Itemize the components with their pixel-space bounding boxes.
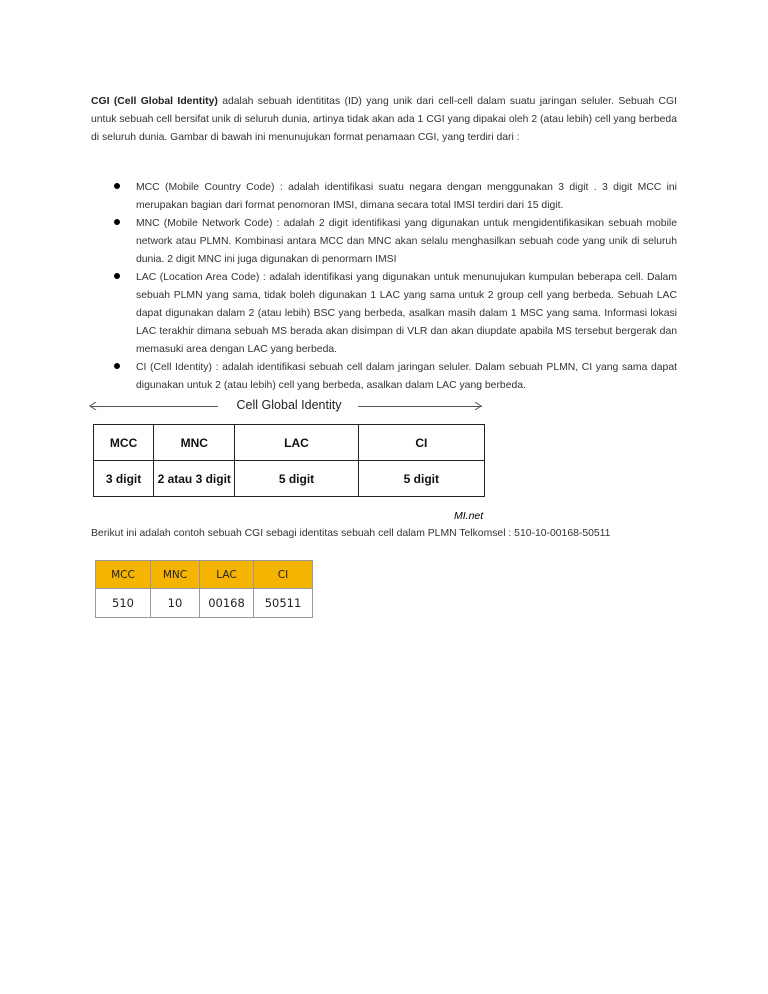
diagram-title: Cell Global Identity [236, 398, 342, 412]
table-cell: 2 atau 3 digit [154, 461, 235, 497]
list-item-lac [91, 269, 677, 359]
bullet-icon [114, 273, 120, 279]
intro-paragraph [91, 93, 677, 147]
table-cell: 3 digit [94, 461, 154, 497]
table-cell: 5 digit [235, 461, 358, 497]
table-cell: 10 [151, 589, 200, 618]
table-header-cell: LAC [235, 425, 358, 461]
table-header-cell: MCC [94, 425, 154, 461]
bullet-icon [114, 183, 120, 189]
list-item-text: MNC (Mobile Network Code) : adalah 2 digit identifikasi yang digunakan untuk mengidentifikasikan sebuah mobile network atau PLMN. Kombinasi antara MCC dan MNC akan selalu menghasilkan sebuah code yang unik di seluruh dunia. 2 digit MNC ini juga digunakan di penormarn IMSI [136, 218, 677, 265]
table-cell: 510 [96, 589, 151, 618]
arrow-line-left [90, 406, 218, 407]
table-cell: 50511 [254, 589, 313, 618]
list-item-text: LAC (Location Area Code) : adalah identifikasi yang digunakan untuk menunujukan kumpulan beberapa cell. Dalam sebuah PLMN yang sama, tidak boleh digunakan 1 LAC yang sama untuk 2 group cell yang berbeda. Sebuah LAC dapat digunakan dalam 2 (atau lebih) BSC yang berbeda, asalkan masih dalam 1 MSC yang sama. Informasi lokasi LAC terakhir dimana sebuah MS berada akan disimpan di VLR dan akan diupdate apabila MS tersebut bergerak dan memasuki area dengan LAC yang berbeda. [136, 272, 677, 355]
list-item-mcc [91, 179, 677, 215]
table-header-cell: MCC [96, 561, 151, 589]
table-header-cell: MNC [151, 561, 200, 589]
table-cell: 5 digit [358, 461, 484, 497]
list-item-text: MCC (Mobile Country Code) : adalah identifikasi suatu negara dengan menggunakan 3 digit . 3 digit MCC ini merupakan bagian dari format penomoran IMSI, dimana secara total IMSI terdiri dari 15 digit. [136, 182, 677, 211]
table-cell: 00168 [200, 589, 254, 618]
arrow-right-icon [474, 402, 482, 410]
example-paragraph: Berikut ini adalah contoh sebuah CGI sebagi identitas sebuah cell dalam PLMN Telkomsel : 510-10-00168-50511 [91, 528, 611, 539]
cgi-format-diagram [88, 396, 488, 524]
table-header-cell: CI [254, 561, 313, 589]
table-row [94, 425, 485, 461]
table-header-cell: MNC [154, 425, 235, 461]
list-item-text: CI (Cell Identity) : adalah identifikasi sebuah cell dalam jaringan seluler. Dalam sebuah PLMN, CI yang sama dapat digunakan untuk 2 (atau lebih) cell yang berbeda, asalkan dalam LAC yang berbeda. [136, 362, 677, 391]
table-row [96, 561, 313, 589]
table-header-cell: LAC [200, 561, 254, 589]
example-cgi-table [95, 560, 313, 618]
bullet-icon [114, 363, 120, 369]
intro-text: adalah sebuah identititas (ID) yang unik dari cell-cell dalam suatu jaringan seluler. Sebuah CGI untuk sebuah cell bersifat unik di seluruh dunia, artinya tidak akan ada 1 CGI yang dipakai oleh 2 (atau lebih) cell yang berbeda di seluruh dunia. Gambar di bawah ini menunujukan format penamaan CGI, yang terdiri dari : [91, 96, 677, 143]
image-source-label: MI.net [454, 510, 484, 522]
intro-term: CGI (Cell Global Identity) [91, 96, 218, 107]
cgi-format-table [93, 424, 485, 497]
table-row [94, 461, 485, 497]
list-item-ci [91, 359, 677, 395]
table-row [96, 589, 313, 618]
bullet-icon [114, 219, 120, 225]
table-header-cell: CI [358, 425, 484, 461]
definition-list [91, 179, 677, 395]
list-item-mnc [91, 215, 677, 269]
arrow-line-right [358, 406, 482, 407]
